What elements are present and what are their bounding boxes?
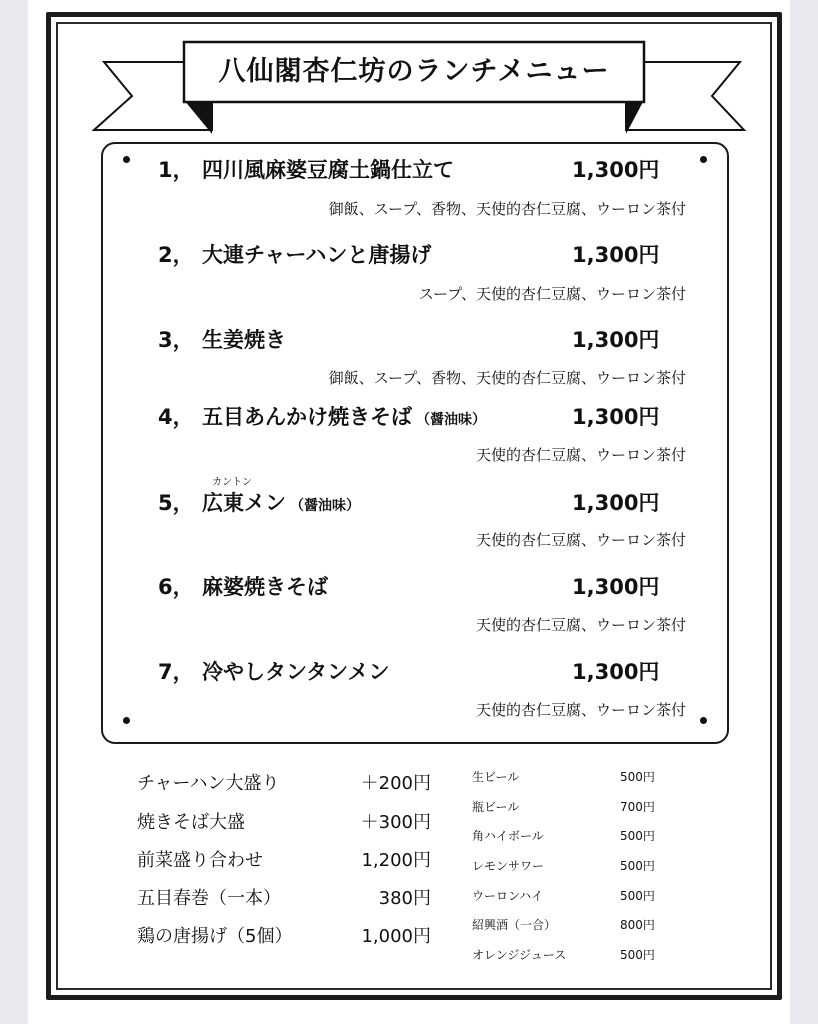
- menu-item-5-desc: 天使的杏仁豆腐、ウーロン茶付: [475, 531, 686, 549]
- side-item-name: 前菜盛り合わせ: [137, 850, 263, 871]
- lunch-menu-box: [101, 142, 729, 744]
- drink-item-price: 800円: [620, 918, 655, 932]
- corner-dot: [123, 156, 130, 163]
- side-item-name: 鶏の唐揚げ（5個）: [137, 926, 293, 947]
- side-item-price: 1,000円: [361, 926, 431, 947]
- menu-item-5-title: 5， 広東メン （醤油味）: [158, 491, 360, 515]
- menu-item-5-name: 広東メン: [202, 491, 286, 515]
- menu-item-3-name: 生姜焼き: [202, 328, 286, 352]
- drink-item-price: 500円: [620, 889, 655, 903]
- drink-item-name: 紹興酒（一合）: [472, 918, 557, 932]
- side-item-price: ＋300円: [360, 812, 431, 833]
- menu-item-7-name: 冷やしタンタンメン: [202, 660, 390, 684]
- side-item-name: 五目春巻（一本）: [137, 888, 281, 909]
- corner-dot: [123, 717, 130, 724]
- menu-item-2-price: 1,300円: [572, 243, 660, 267]
- side-item-price: 380円: [378, 888, 431, 909]
- menu-item-6-title: 6， 麻婆焼きそば: [158, 575, 328, 599]
- menu-item-4-desc: 天使的杏仁豆腐、ウーロン茶付: [475, 446, 686, 464]
- menu-item-5-note: （醤油味）: [290, 498, 360, 514]
- side-item-price: 1,200円: [361, 850, 431, 871]
- menu-item-4-note: （醤油味）: [416, 412, 486, 428]
- menu-item-5-price: 1,300円: [572, 491, 660, 515]
- side-item-price: ＋200円: [360, 773, 431, 794]
- menu-item-4-price: 1,300円: [572, 405, 660, 429]
- drink-item-name: 瓶ビール: [472, 800, 520, 814]
- drink-item-price: 700円: [620, 800, 655, 814]
- menu-item-1-price: 1,300円: [572, 158, 660, 182]
- menu-item-1-name: 四川風麻婆豆腐土鍋仕立て: [202, 158, 454, 182]
- menu-item-7-title: 7， 冷やしタンタンメン: [158, 660, 390, 684]
- side-item-name: 焼きそば大盛: [137, 812, 245, 833]
- menu-item-2-desc: スープ、天使的杏仁豆腐、ウーロン茶付: [418, 285, 686, 303]
- menu-item-1-desc: 御飯、スープ、香物、天使的杏仁豆腐、ウーロン茶付: [328, 200, 686, 218]
- menu-item-7-price: 1,300円: [572, 660, 660, 684]
- drink-item-name: ウーロンハイ: [472, 889, 544, 903]
- menu-item-3-desc: 御飯、スープ、香物、天使的杏仁豆腐、ウーロン茶付: [328, 369, 686, 387]
- menu-item-2-name: 大連チャーハンと唐揚げ: [202, 243, 432, 267]
- menu-item-3-title: 3， 生姜焼き: [158, 328, 286, 352]
- menu-item-2-title: 2， 大連チャーハンと唐揚げ: [158, 243, 432, 267]
- corner-dot: [700, 717, 707, 724]
- menu-item-6-price: 1,300円: [572, 575, 660, 599]
- drink-item-price: 500円: [620, 859, 655, 873]
- side-item-name: チャーハン大盛り: [137, 773, 280, 794]
- drink-item-name: レモンサワー: [472, 859, 545, 873]
- menu-item-4-name: 五目あんかけ焼きそば: [202, 405, 412, 429]
- drink-item-name: 角ハイボール: [472, 829, 544, 843]
- menu-item-1-title: 1， 四川風麻婆豆腐土鍋仕立て: [158, 158, 454, 182]
- drink-item-price: 500円: [620, 829, 655, 843]
- menu-item-6-desc: 天使的杏仁豆腐、ウーロン茶付: [475, 616, 686, 634]
- drink-item-name: オレンジジュース: [472, 948, 567, 962]
- menu-item-5-ruby: カントン: [212, 477, 252, 488]
- drink-item-price: 500円: [620, 948, 655, 962]
- menu-item-4-title: 4， 五目あんかけ焼きそば （醤油味）: [158, 405, 486, 429]
- drink-item-price: 500円: [620, 770, 655, 784]
- corner-dot: [700, 156, 707, 163]
- menu-item-3-price: 1,300円: [572, 328, 660, 352]
- menu-title: 八仙閣杏仁坊のランチメニュー: [218, 56, 610, 87]
- menu-item-7-desc: 天使的杏仁豆腐、ウーロン茶付: [475, 701, 686, 719]
- menu-item-6-name: 麻婆焼きそば: [202, 575, 328, 599]
- drink-item-name: 生ビール: [472, 770, 520, 784]
